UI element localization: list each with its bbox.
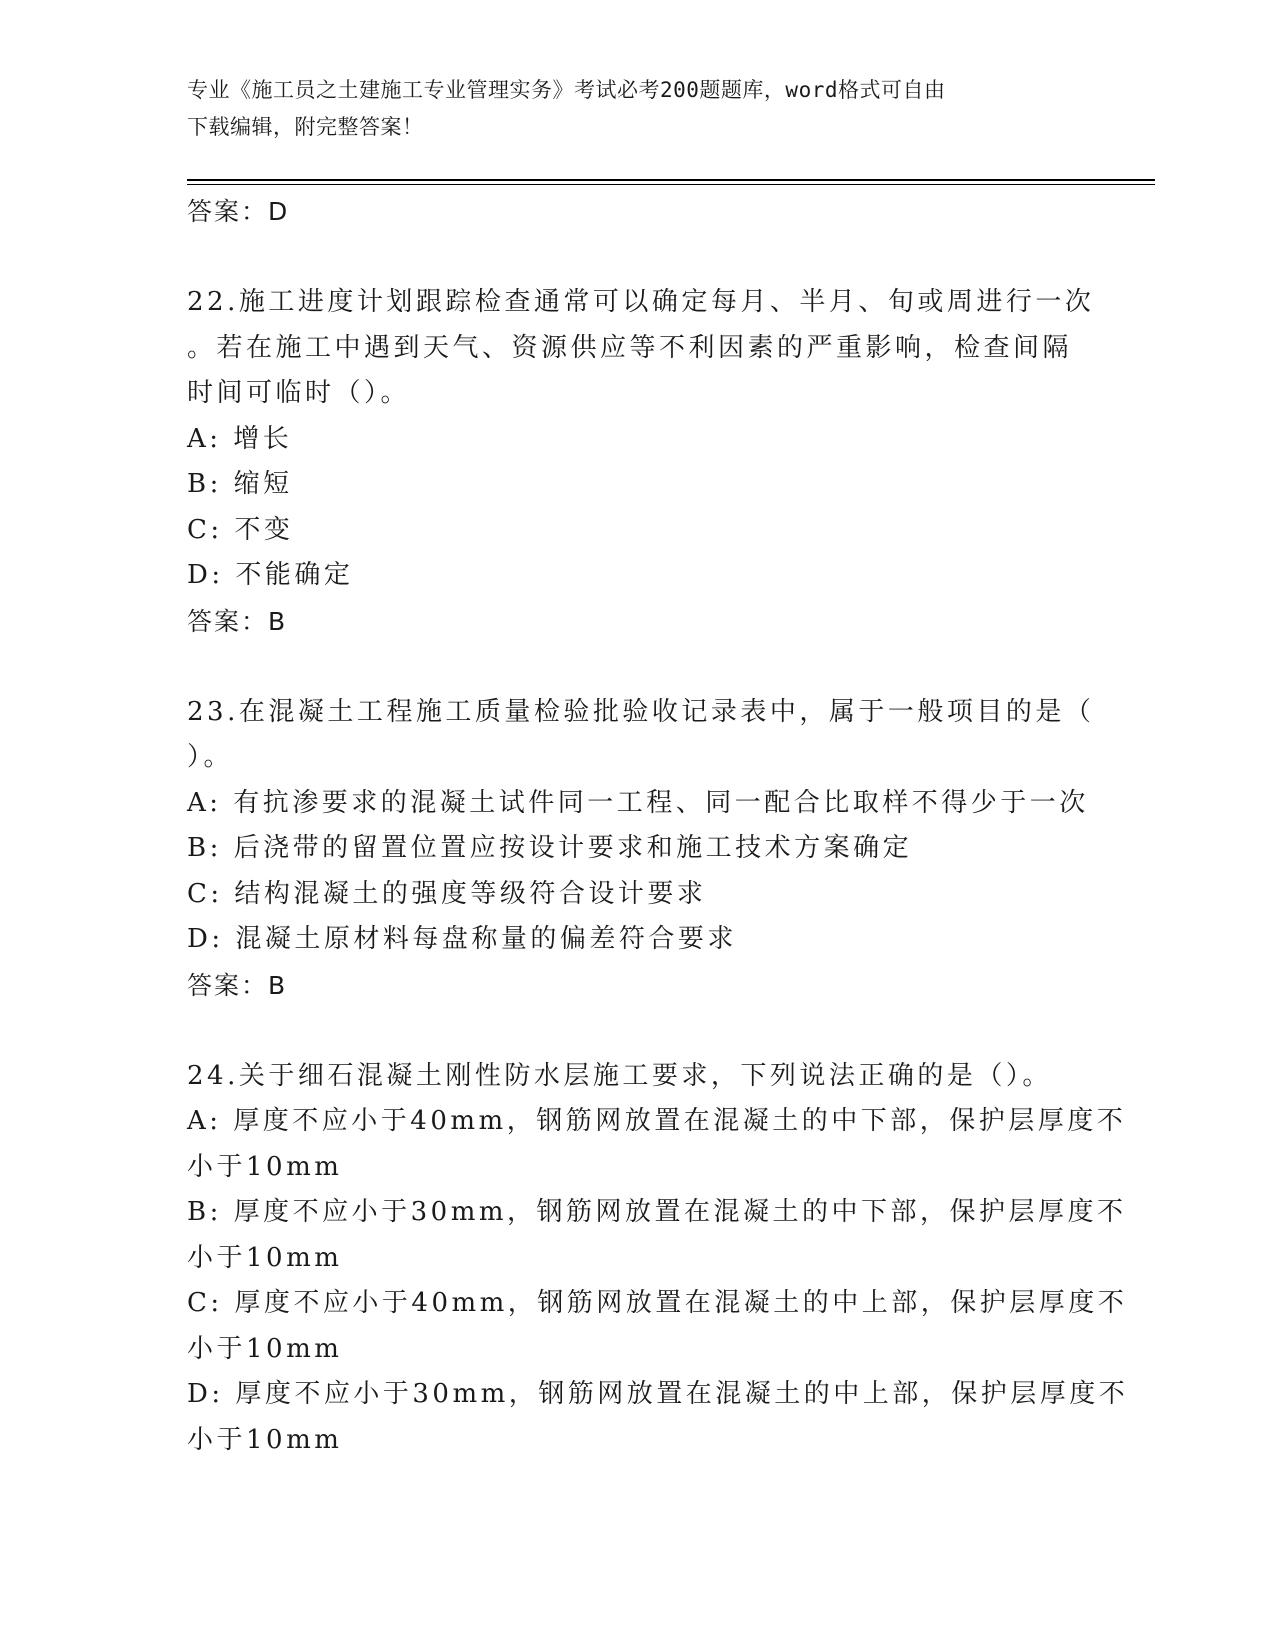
document-header (187, 72, 1067, 146)
option-b: B: 后浇带的留置位置应按设计要求和施工技术方案确定 (187, 833, 913, 863)
question-text: ）。 (187, 742, 234, 772)
option-b-continued: 小于10mm (187, 1242, 343, 1273)
question-text: 22.施工进度计划跟踪检查通常可以确定每月、半月、旬或周进行一次 (187, 287, 1095, 317)
option-a: A: 厚度不应小于40mm，钢筋网放置在混凝土的中下部，保护层厚度不 (187, 1106, 1127, 1136)
header-line: 下载编辑，附完整答案！ (187, 115, 424, 139)
option-a-continued: 小于10mm (187, 1151, 343, 1182)
header-line: 专业《施工员之土建施工专业管理实务》考试必考200题题库，word格式可自由 (187, 78, 946, 102)
header-rule-thin (187, 184, 1155, 185)
question-23 (187, 690, 1095, 1009)
option-a: A: 有抗渗要求的混凝土试件同一工程、同一配合比取样不得少于一次 (187, 787, 1089, 818)
question-text: 23.在混凝土工程施工质量检验批验收记录表中，属于一般项目的是（ (187, 696, 1095, 727)
option-c: C: 不变 (187, 514, 294, 545)
question-text: 。若在施工中遇到天气、资源供应等不利因素的严重影响，检查间隔 (187, 332, 1073, 363)
question-24 (187, 1054, 1129, 1464)
answer-label: 答案：B (187, 606, 288, 636)
question-22 (187, 280, 1095, 644)
option-a: A: 增长 (187, 423, 293, 454)
answer-label: 答案：D (187, 197, 290, 226)
question-text: 24.关于细石混凝土刚性防水层施工要求，下列说法正确的是（）。 (187, 1060, 1052, 1091)
option-d-continued: 小于10mm (187, 1424, 343, 1455)
option-d: D: 混凝土原材料每盘称量的偏差符合要求 (187, 924, 737, 954)
option-b: B: 厚度不应小于30mm，钢筋网放置在混凝土的中下部，保护层厚度不 (187, 1197, 1127, 1227)
option-c-continued: 小于10mm (187, 1333, 343, 1364)
answer-label: 答案：B (187, 970, 288, 1000)
question-text: 时间可临时（）。 (187, 378, 411, 408)
question-list (187, 189, 1129, 1463)
option-d: D: 不能确定 (187, 560, 354, 590)
option-c: C: 厚度不应小于40mm，钢筋网放置在混凝土的中上部，保护层厚度不 (187, 1288, 1128, 1318)
header-rule (187, 179, 1155, 181)
option-d: D: 厚度不应小于30mm，钢筋网放置在混凝土的中上部，保护层厚度不 (187, 1379, 1129, 1409)
option-c: C: 结构混凝土的强度等级符合设计要求 (187, 878, 707, 909)
option-b: B: 缩短 (187, 469, 293, 499)
